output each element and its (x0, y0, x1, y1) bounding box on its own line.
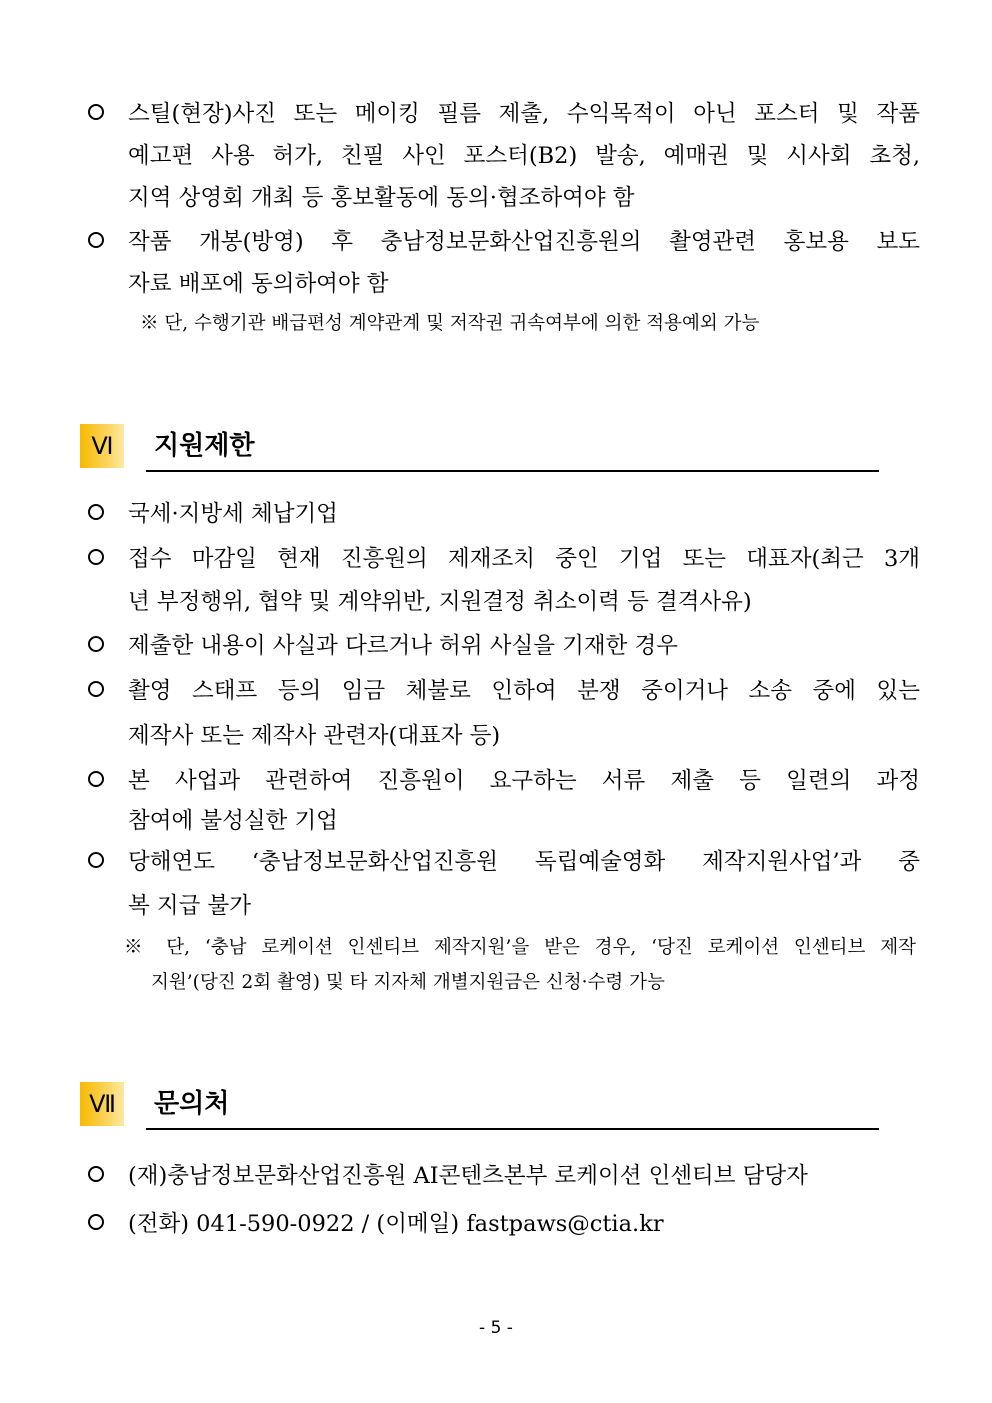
section-underline (146, 1128, 879, 1130)
circle-bullet-icon (88, 1166, 104, 1182)
text-line: 년 부정행위, 협약 및 계약위반, 지원결정 취소이력 등 결격사유) (128, 589, 752, 615)
circle-bullet-icon (88, 636, 104, 652)
section-title: 지원제한 (154, 431, 255, 461)
section-header-7 (80, 1082, 880, 1130)
page-number: - 5 - (479, 1318, 513, 1338)
section-number: Ⅵ (91, 432, 113, 460)
circle-bullet-icon (88, 681, 104, 697)
list-item (84, 673, 920, 759)
circle-bullet-icon (88, 549, 104, 565)
text-line: 예고편 사용 허가, 친필 사인 포스터(B2) 발송, 예매권 및 시사회 초청, (128, 143, 920, 169)
text-line: 작품 개봉(방영) 후 충남정보문화산업진흥원의 촬영관련 홍보용 보도 (128, 229, 920, 255)
list-item (84, 541, 920, 627)
section-header-6 (80, 424, 880, 472)
text-line: 제출한 내용이 사실과 다르거나 허위 사실을 기재한 경우 (128, 633, 678, 659)
text-line: (재)충남정보문화산업진흥원 AI콘텐츠본부 로케이션 인센티브 담당자 (128, 1163, 808, 1189)
text-line: 본 사업과 관련하여 진흥원이 요구하는 서류 제출 등 일련의 과정 (128, 768, 920, 794)
circle-bullet-icon (88, 504, 104, 520)
text-line: 촬영 스태프 등의 임금 체불로 인하여 분쟁 중이거나 소송 중에 있는 (128, 678, 920, 704)
note-text: ※ 단, 수행기관 배급편성 계약관계 및 저작권 귀속여부에 의한 적용예외 가능 (140, 313, 760, 334)
circle-bullet-icon (88, 1214, 104, 1230)
circle-bullet-icon (88, 852, 104, 868)
list-item (84, 1206, 920, 1246)
list-item (84, 844, 920, 930)
section-number: Ⅶ (89, 1090, 115, 1118)
circle-bullet-icon (88, 232, 104, 248)
text-line: 당해연도 ‘충남정보문화산업진흥원 독립예술영화 제작지원사업’과 중 (128, 849, 920, 875)
text-line: 접수 마감일 현재 진흥원의 제재조치 중인 기업 또는 대표자(최근 3개 (128, 546, 920, 572)
text-line: 참여에 불성실한 기업 (128, 808, 338, 834)
text-line: 지역 상영회 개최 등 홍보활동에 동의·협조하여야 함 (128, 185, 635, 211)
circle-bullet-icon (88, 104, 104, 120)
section-title: 문의처 (154, 1089, 230, 1119)
list-item (84, 496, 920, 536)
contact-line: (전화) 041-590-0922 / (이메일) fastpaws@ctia.kr (128, 1211, 664, 1237)
note-text: 지원’(당진 2회 촬영) 및 타 지자체 개별지원금은 신청·수령 가능 (151, 972, 665, 993)
list-item (84, 628, 920, 668)
list-item (84, 1158, 920, 1198)
section-underline (146, 470, 879, 472)
text-line: 스틸(현장)사진 또는 메이킹 필름 제출, 수익목적이 아닌 포스터 및 작품 (128, 101, 920, 127)
text-line: 복 지급 불가 (128, 893, 251, 919)
note-text: ※ 단, ‘충남 로케이션 인센티브 제작지원’을 받은 경우, ‘당진 로케이션 인센티브 제작 (124, 937, 916, 958)
text-line: 제작사 또는 제작사 관련자(대표자 등) (128, 723, 501, 749)
text-line: 국세·지방세 체납기업 (128, 501, 338, 527)
text-line: 자료 배포에 동의하여야 함 (128, 271, 389, 297)
list-item (84, 763, 920, 849)
list-item (84, 224, 920, 314)
list-item (84, 96, 920, 226)
circle-bullet-icon (88, 771, 104, 787)
